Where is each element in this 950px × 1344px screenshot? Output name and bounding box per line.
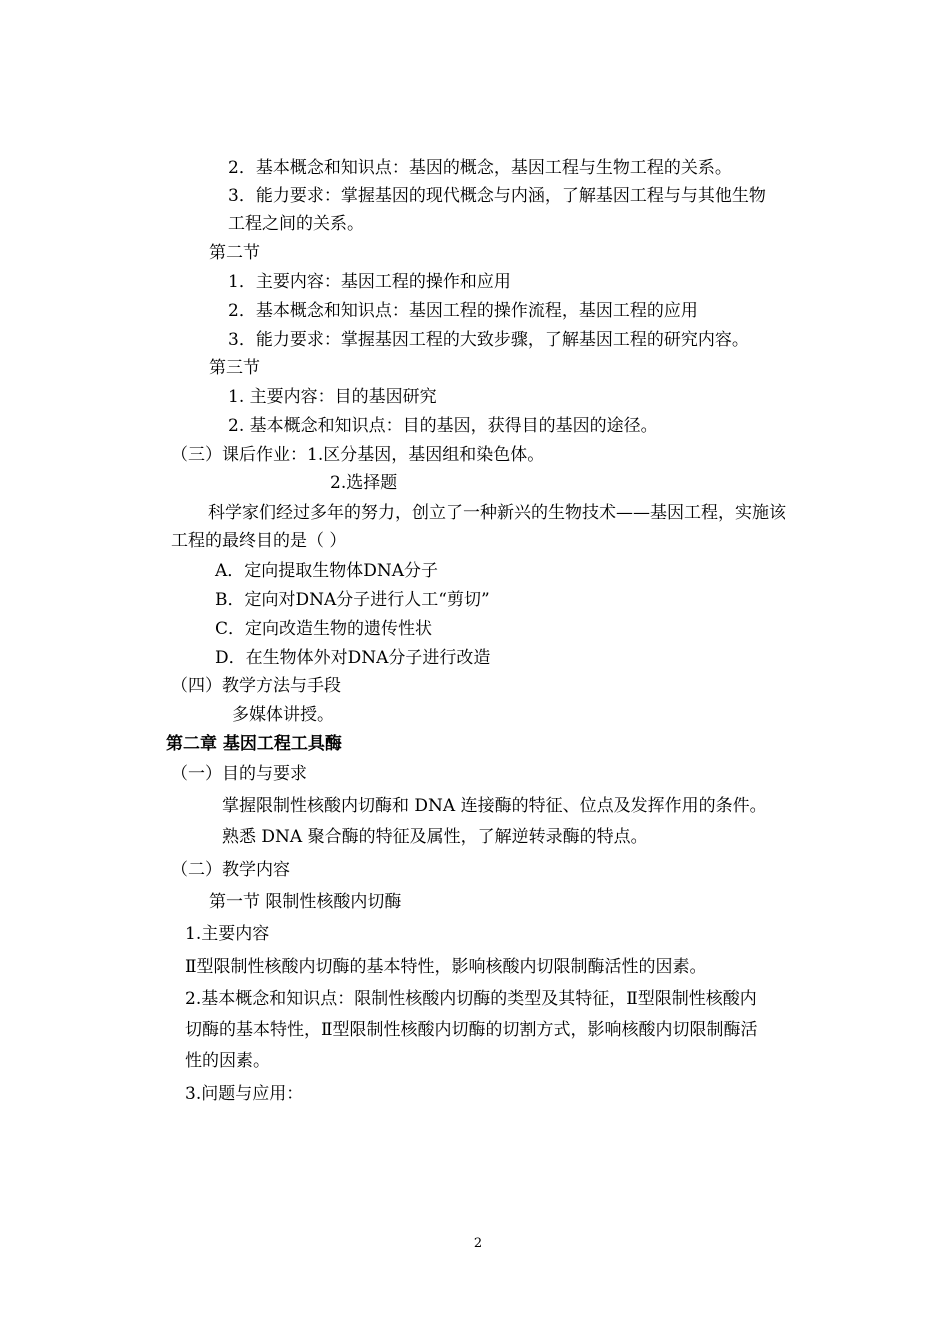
page-number: 2 xyxy=(473,1236,483,1251)
text-line: 科学家们经过多年的努力，创立了一种新兴的生物技术——基因工程，实施该 xyxy=(208,503,786,523)
text-line: 3．能力要求：掌握基因的现代概念与内涵，了解基因工程与与其他生物 xyxy=(228,186,766,206)
section-heading: 第三节 xyxy=(209,358,260,378)
text-line: 工程的最终目的是（ ） xyxy=(171,531,347,551)
section-heading: 第一节 限制性核酸内切酶 xyxy=(209,892,402,912)
subsection-heading: （三）课后作业：1.区分基因，基因组和染色体。 xyxy=(171,445,545,465)
option-c: C．定向改造生物的遗传性状 xyxy=(215,619,433,639)
subsection-heading: （一）目的与要求 xyxy=(171,764,307,784)
text-line: 切酶的基本特性，Ⅱ型限制性核酸内切酶的切割方式，影响核酸内切限制酶活 xyxy=(185,1020,758,1040)
text-line: 掌握限制性核酸内切酶和 DNA 连接酶的特征、位点及发挥作用的条件。 xyxy=(222,796,767,816)
text-line: 3.问题与应用： xyxy=(185,1084,304,1104)
text-line: 2．基本概念和知识点：基因的概念，基因工程与生物工程的关系。 xyxy=(228,158,732,178)
text-line: 3．能力要求：掌握基因工程的大致步骤，了解基因工程的研究内容。 xyxy=(228,330,749,350)
text-line: 1．主要内容：基因工程的操作和应用 xyxy=(228,272,511,292)
text-line: 多媒体讲授。 xyxy=(232,705,334,725)
text-line: 1.主要内容 xyxy=(185,924,270,944)
text-line: 性的因素。 xyxy=(185,1051,270,1071)
text-line: 2．基本概念和知识点：基因工程的操作流程，基因工程的应用 xyxy=(228,301,698,321)
subsection-heading: （二）教学内容 xyxy=(171,860,290,880)
option-b: B．定向对DNA分子进行人工“剪切” xyxy=(215,590,490,610)
text-line: Ⅱ型限制性核酸内切酶的基本特性，影响核酸内切限制酶活性的因素。 xyxy=(185,957,707,977)
option-a: A．定向提取生物体DNA分子 xyxy=(215,561,439,581)
chapter-heading: 第二章 基因工程工具酶 xyxy=(166,734,342,754)
text-line: 2. 基本概念和知识点：目的基因，获得目的基因的途径。 xyxy=(228,416,658,436)
subsection-heading: （四）教学方法与手段 xyxy=(171,676,341,696)
text-line: 1. 主要内容：目的基因研究 xyxy=(228,387,437,407)
text-line: 2.基本概念和知识点：限制性核酸内切酶的类型及其特征，Ⅱ型限制性核酸内 xyxy=(185,989,757,1009)
option-d: D．在生物体外对DNA分子进行改造 xyxy=(215,648,491,668)
text-line: 熟悉 DNA 聚合酶的特征及属性，了解逆转录酶的特点。 xyxy=(222,827,648,847)
section-heading: 第二节 xyxy=(209,243,260,263)
text-line: 工程之间的关系。 xyxy=(228,214,364,234)
text-line: 2.选择题 xyxy=(330,473,398,493)
